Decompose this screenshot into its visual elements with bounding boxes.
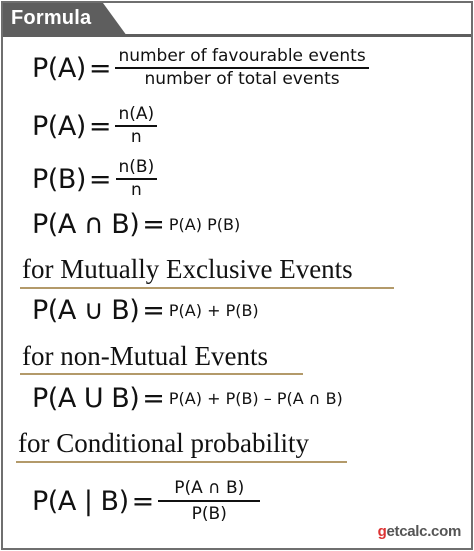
equals-sign: = (142, 383, 165, 414)
formula-probability-b (32, 159, 157, 199)
equals-sign: = (142, 209, 165, 240)
formula-lhs: P(A U B) (32, 383, 140, 414)
section-underline (20, 373, 303, 375)
fraction-denominator: P(B) (191, 504, 227, 524)
fraction-numerator: n(B) (118, 157, 155, 177)
equals-sign: = (88, 110, 112, 142)
formula-lhs: P(A | B) (32, 486, 129, 517)
fraction-denominator: n (130, 127, 142, 147)
equals-sign: = (142, 295, 165, 326)
section-underline (16, 461, 347, 463)
formula-lhs: P(A ∩ B) (32, 209, 140, 240)
section-heading-conditional: for Conditional probability (18, 428, 309, 458)
formula-probability-a-general (32, 48, 369, 88)
formula-rhs: P(A) + P(B) (168, 301, 259, 320)
fraction-numerator: n(A) (118, 104, 155, 124)
formula-rhs: P(A) + P(B) – P(A ∩ B) (168, 389, 343, 408)
fraction (115, 48, 368, 88)
formula-card (1, 1, 473, 550)
getcalc-logo: getcalc.com (377, 523, 461, 540)
formula-lhs: P(A ∪ B) (32, 295, 140, 326)
fraction (115, 106, 157, 146)
formula-title: Formula (11, 7, 92, 29)
equals-sign: = (88, 163, 112, 195)
formula-lhs: P(A) (32, 52, 86, 84)
section-underline (20, 287, 394, 289)
fraction (116, 159, 158, 199)
formula-lhs: P(B) (32, 163, 86, 195)
equals-sign: = (131, 486, 155, 517)
formula-probability-a (32, 106, 157, 146)
equals-sign: = (88, 52, 112, 84)
section-heading-non-mutual: for non-Mutual Events (22, 341, 268, 371)
formula-conditional (32, 480, 260, 523)
formula-union-mutually-exclusive (32, 295, 259, 326)
fraction (158, 480, 260, 523)
formula-union-non-mutual (32, 383, 343, 414)
fraction-denominator: number of total events (144, 69, 340, 89)
fraction-numerator: P(A ∩ B) (174, 478, 245, 498)
formula-rhs: P(A) P(B) (168, 215, 241, 234)
formula-intersection (32, 209, 240, 240)
fraction-numerator: number of favourable events (118, 46, 366, 66)
header-rule (3, 34, 473, 37)
section-heading-mutually-exclusive: for Mutually Exclusive Events (22, 254, 353, 284)
formula-lhs: P(A) (32, 110, 86, 142)
fraction-denominator: n (130, 180, 142, 200)
